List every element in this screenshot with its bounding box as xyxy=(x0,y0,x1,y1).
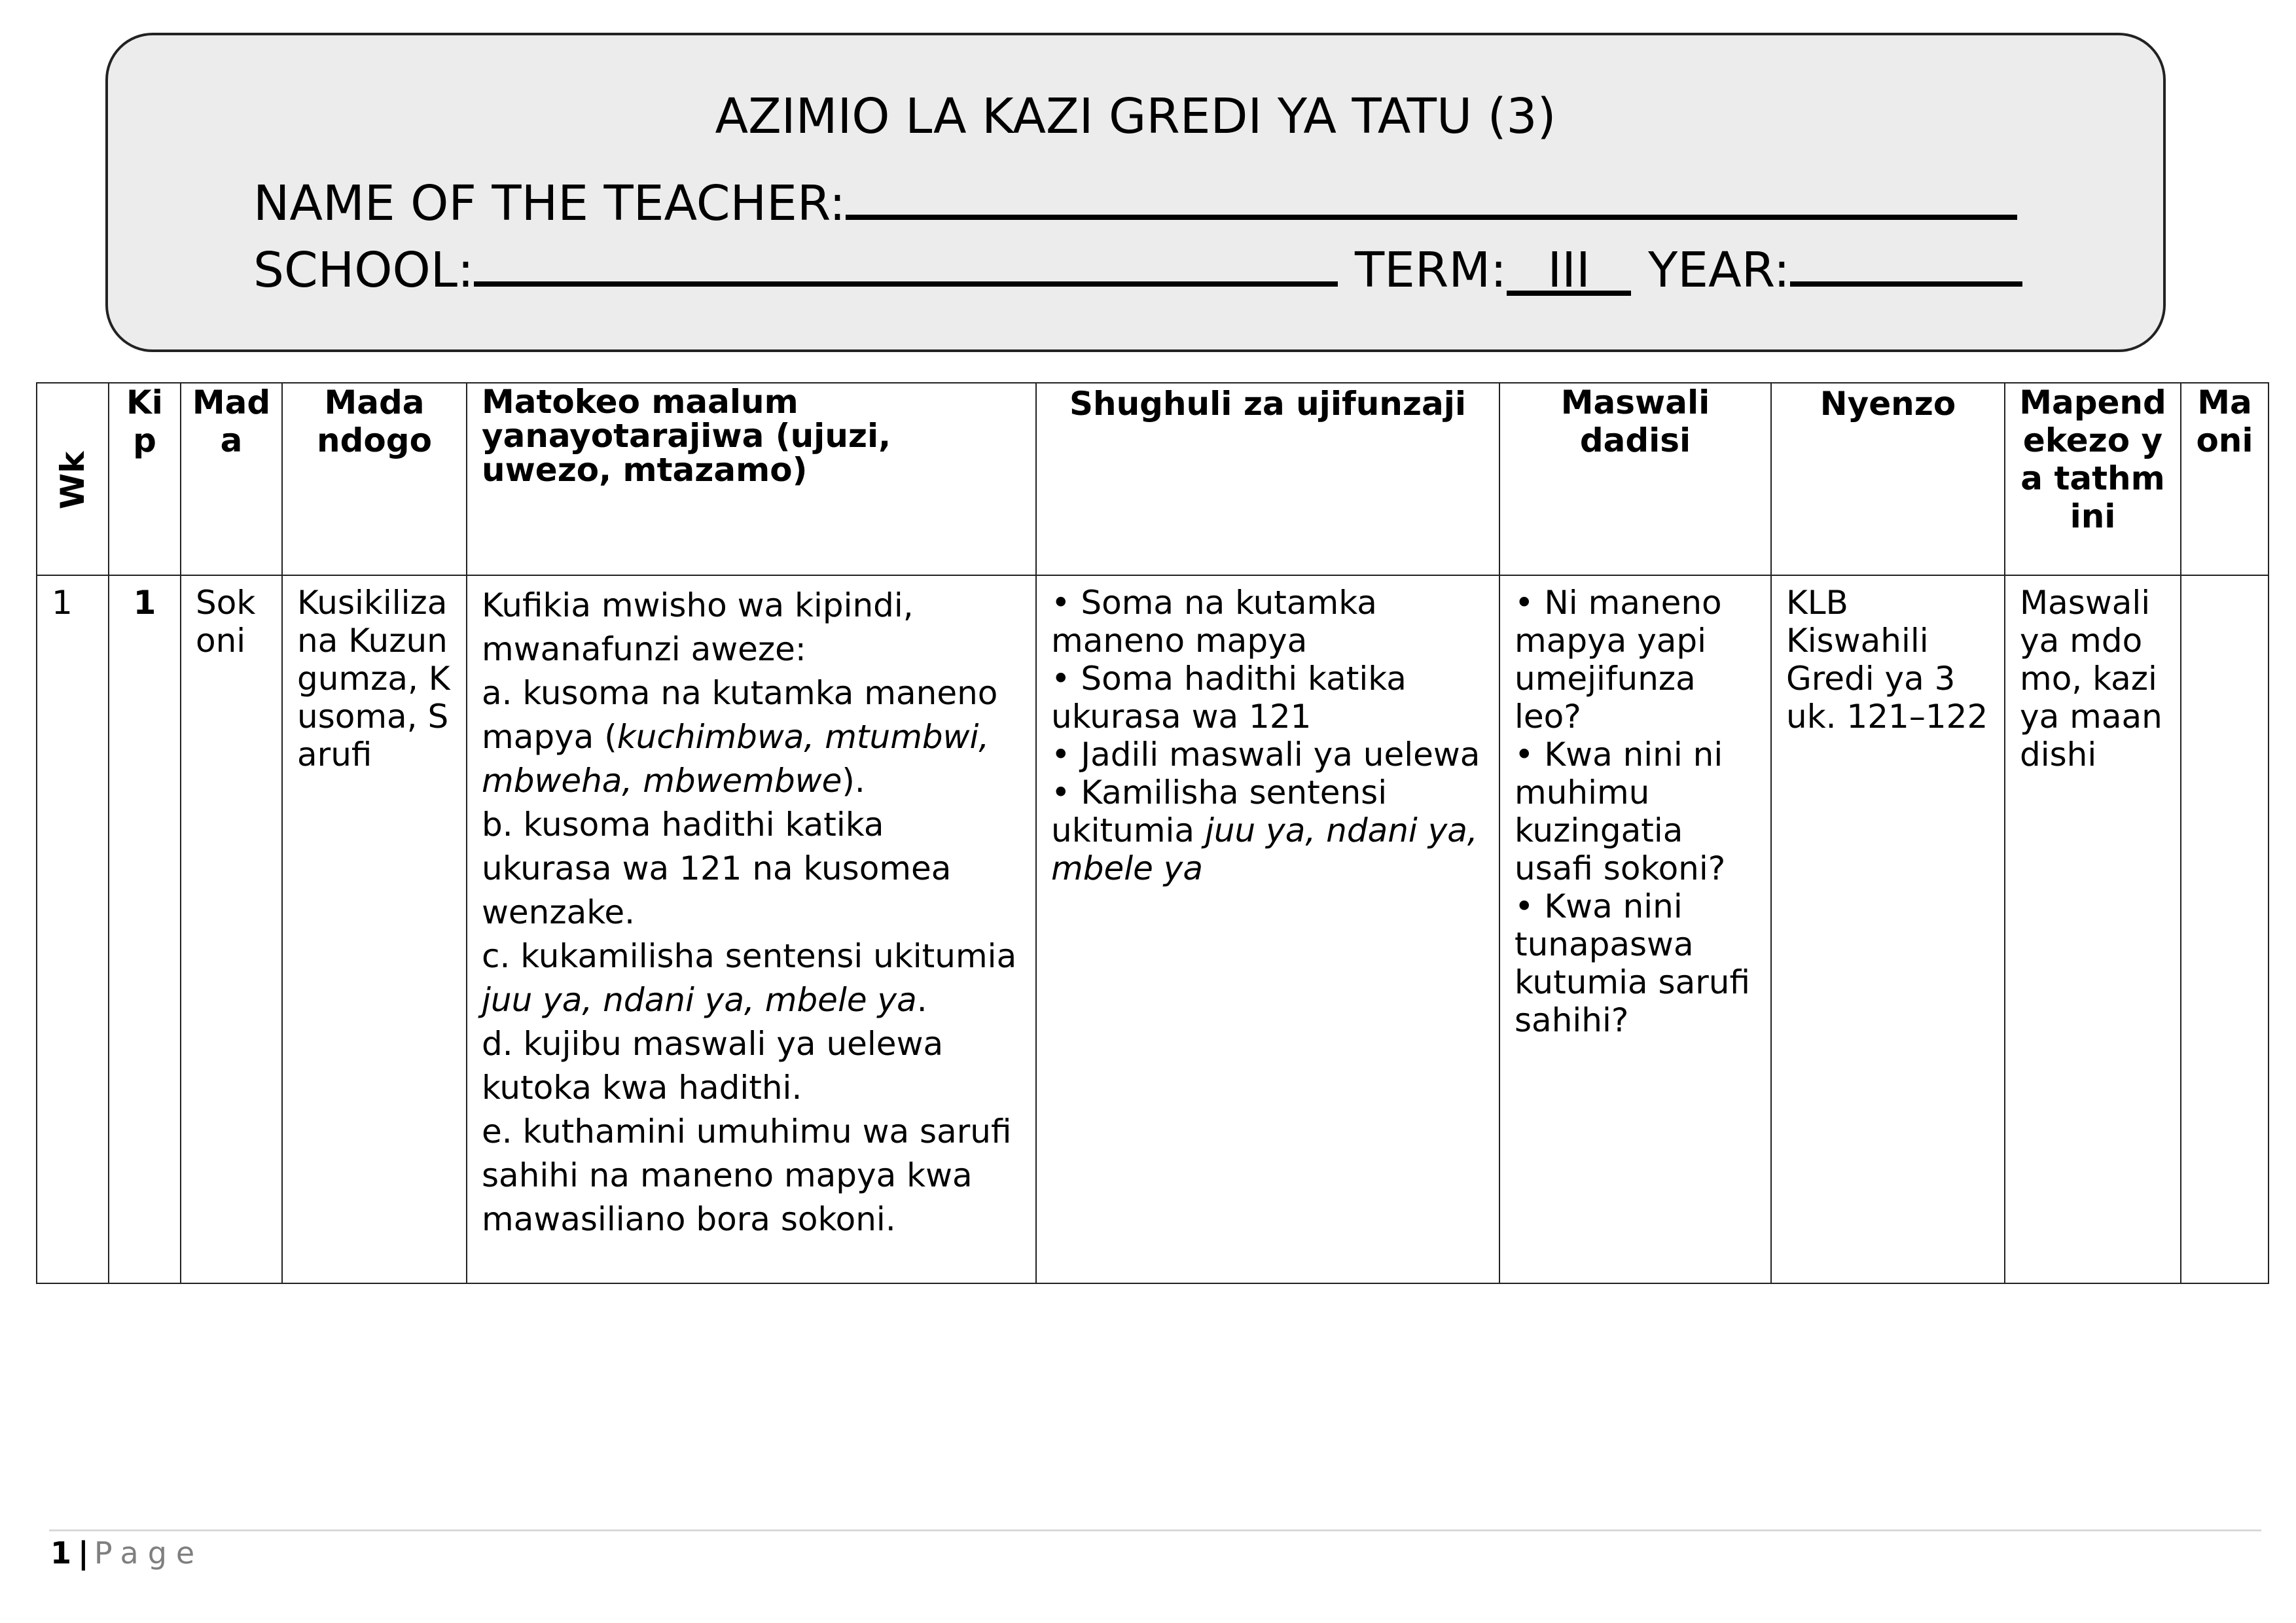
footer-separator: | xyxy=(78,1535,89,1571)
page-footer xyxy=(50,1535,204,1571)
teacher-label: NAME OF THE TEACHER: xyxy=(253,175,846,232)
cell-kip: 1 xyxy=(109,575,181,1283)
school-line xyxy=(253,241,2022,300)
teacher-name-field[interactable] xyxy=(846,174,2017,220)
header-maswali: Maswali dadisi xyxy=(1499,383,1771,575)
cell-questions xyxy=(1499,575,1771,1283)
school-name-field[interactable] xyxy=(474,241,1338,287)
cell-remarks xyxy=(2181,575,2269,1283)
question-item: • Kwa nini tunapaswa kutumia sarufi sahihi? xyxy=(1515,887,1750,1039)
outcome-d: d. kujibu maswali ya uelewa kutoka kwa hadithi. xyxy=(482,1025,944,1107)
cell-mada: Sokoni xyxy=(181,575,282,1283)
activity-item: • Kamilisha sentensi ukitumia juu ya, ndani ya, mbele ya xyxy=(1051,774,1478,887)
header-mapendekezo: Mapendekezo ya tathmini xyxy=(2005,383,2181,575)
header-mada: Mada xyxy=(181,383,282,575)
cell-activities xyxy=(1036,575,1499,1283)
page-number: 1 xyxy=(50,1535,72,1571)
outcome-b: b. kusoma hadithi katika ukurasa wa 121 na kusomea wenzake. xyxy=(482,806,952,931)
year-label: YEAR: xyxy=(1648,242,1790,298)
term-label: TERM: xyxy=(1354,242,1507,298)
teacher-line xyxy=(253,174,2017,233)
header-mada-ndogo: Mada ndogo xyxy=(282,383,467,575)
header-shughuli: Shughuli za ujifunzaji xyxy=(1036,383,1499,575)
header-kip: Kip xyxy=(109,383,181,575)
header-nyenzo: Nyenzo xyxy=(1771,383,2005,575)
outcome-e: e. kuthamini umuhimu wa sarufi sahihi na maneno mapya kwa mawasiliano bora sokoni. xyxy=(482,1113,1012,1238)
question-item: • Ni maneno mapya yapi umejifunza leo? xyxy=(1515,584,1722,736)
year-field[interactable] xyxy=(1790,241,2022,287)
header-matokeo: Matokeo maalum yanayotarajiwa (ujuzi, uwezo, mtazamo) xyxy=(467,383,1036,575)
cell-mada-ndogo: Kusikiliza na Kuzungumza, Kusoma, Sarufi xyxy=(282,575,467,1283)
header-maoni: Maoni xyxy=(2181,383,2269,575)
outcomes-intro: Kufikia mwisho wa kipindi, mwanafunzi aweze: xyxy=(482,586,914,668)
activity-item: • Soma na kutamka maneno mapya xyxy=(1051,584,1377,660)
header-wk: Wk xyxy=(37,383,109,575)
page-label: Page xyxy=(94,1535,204,1571)
term-field[interactable]: III xyxy=(1507,250,1631,296)
table-row xyxy=(37,575,2269,1283)
school-label: SCHOOL: xyxy=(253,242,474,298)
cell-assessment: Maswali ya mdomo, kazi ya maandishi xyxy=(2005,575,2181,1283)
header-box xyxy=(105,33,2166,352)
cell-outcomes xyxy=(467,575,1036,1283)
activity-item: • Jadili maswali ya uelewa xyxy=(1051,736,1480,774)
document-title: AZIMIO LA KAZI GREDI YA TATU (3) xyxy=(715,88,1556,145)
cell-wk: 1 xyxy=(37,575,109,1283)
cell-resources: KLB Kiswahili Gredi ya 3 uk. 121–122 xyxy=(1771,575,2005,1283)
question-item: • Kwa nini ni muhimu kuzingatia usafi sokoni? xyxy=(1515,736,1726,887)
table-header-row xyxy=(37,383,2269,575)
outcome-a: a. kusoma na kutamka maneno mapya (kuchimbwa, mtumbwi, mbweha, mbwembwe). xyxy=(482,674,998,800)
footer-divider xyxy=(49,1529,2261,1531)
outcome-c: c. kukamilisha sentensi ukitumia juu ya, ndani ya, mbele ya. xyxy=(482,937,1017,1019)
scheme-of-work-table xyxy=(36,382,2269,1284)
activity-item: • Soma hadithi katika ukurasa wa 121 xyxy=(1051,660,1407,736)
